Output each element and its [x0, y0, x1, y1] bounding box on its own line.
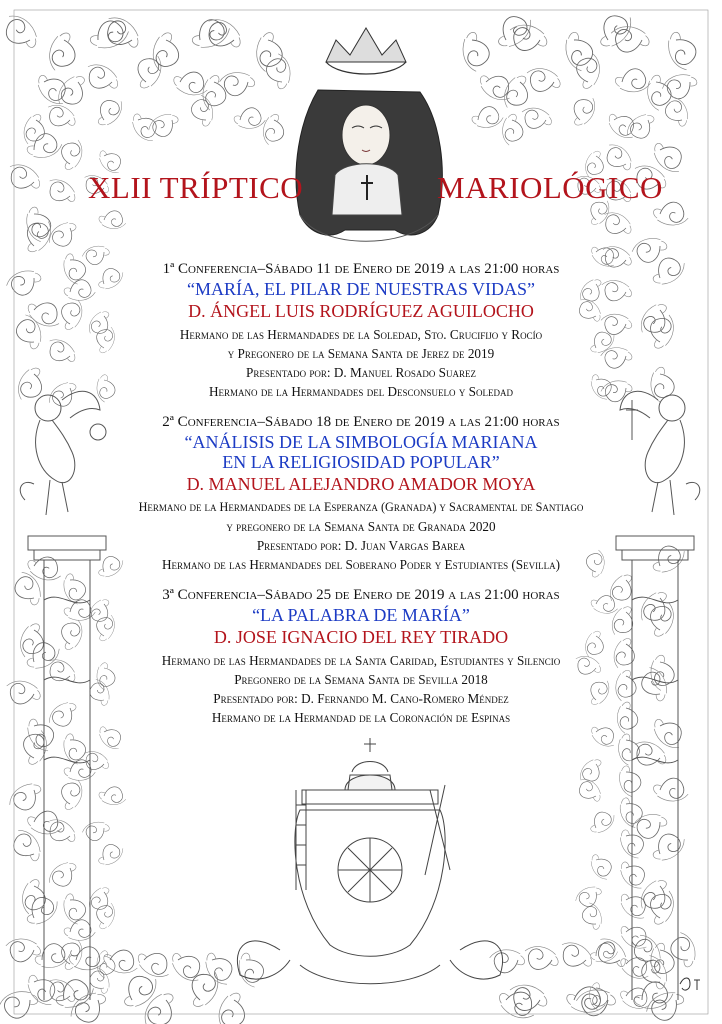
scroll-ornament — [613, 794, 648, 830]
scroll-ornament — [651, 891, 674, 924]
scroll-ornament — [592, 935, 632, 971]
conference-2 — [110, 413, 612, 574]
scroll-ornament — [62, 917, 96, 945]
scroll-ornament — [218, 67, 257, 99]
conference-heading: 1ª Conferencia–Sábado 11 de Enero de 2019 a las 21:00 horas — [162, 261, 560, 277]
scroll-ornament — [7, 680, 41, 704]
conference-1 — [110, 260, 612, 401]
scroll-ornament — [493, 9, 534, 54]
scroll-ornament — [10, 312, 48, 352]
scroll-ornament — [46, 697, 80, 733]
scroll-ornament — [27, 810, 62, 836]
scroll-ornament — [510, 25, 547, 50]
scroll-ornament — [46, 377, 80, 413]
scroll-ornament — [97, 903, 115, 929]
scroll-ornament — [95, 839, 125, 870]
conference-topic: “LA PALABRA DE MARÍA” — [252, 605, 470, 625]
scroll-ornament — [571, 95, 597, 128]
scroll-ornament — [613, 669, 637, 701]
scroll-ornament — [503, 74, 530, 110]
scroll-ornament — [136, 54, 162, 89]
scroll-ornament — [649, 539, 688, 579]
scroll-ornament — [45, 657, 79, 685]
scroll-ornament — [510, 985, 547, 1010]
scroll-ornament — [648, 715, 688, 751]
scroll-ornament — [62, 780, 82, 810]
scroll-ornament — [574, 776, 605, 804]
scroll-ornament — [578, 901, 608, 932]
scroll-ornament — [630, 807, 670, 843]
scroll-ornament — [262, 114, 285, 145]
scroll-ornament — [611, 605, 635, 637]
scroll-ornament — [522, 108, 552, 128]
scroll-ornament — [456, 29, 495, 73]
scroll-ornament — [608, 571, 636, 605]
scroll-ornament — [565, 984, 606, 1015]
conference-heading: 2ª Conferencia–Sábado 18 de Enero de 2019 a las 21:00 horas — [162, 414, 560, 430]
scroll-ornament — [525, 947, 558, 970]
scroll-ornament — [62, 757, 96, 785]
scroll-ornament — [199, 949, 239, 988]
scroll-ornament — [45, 103, 78, 129]
scroll-ornament — [0, 984, 41, 1024]
scroll-ornament — [651, 315, 674, 348]
scroll-ornament — [558, 940, 596, 970]
scroll-ornament — [635, 953, 674, 993]
scroll-ornament — [146, 107, 182, 142]
scroll-ornament — [87, 884, 113, 914]
scroll-ornament — [127, 110, 163, 144]
scroll-ornament — [45, 337, 79, 365]
scroll-ornament — [6, 777, 45, 817]
scroll-ornament — [613, 763, 646, 799]
scroll-ornament — [62, 277, 96, 305]
scroll-ornament — [527, 69, 560, 92]
scroll-ornament — [651, 603, 674, 636]
scroll-ornament — [93, 949, 119, 979]
scroll-ornament — [614, 638, 634, 668]
scroll-ornament — [8, 569, 48, 609]
scroll-ornament — [665, 930, 703, 970]
scroll-ornament — [649, 827, 688, 867]
scroll-ornament — [100, 14, 144, 52]
scroll-ornament — [103, 950, 137, 974]
scroll-ornament — [4, 263, 44, 301]
scroll-ornament — [643, 984, 688, 1024]
presenter: Presentado por: D. Fernando M. Cano-Romero Méndez — [213, 691, 509, 706]
scroll-ornament — [19, 204, 56, 244]
scroll-ornament — [615, 858, 651, 891]
scroll-ornament — [578, 755, 605, 786]
conference-topic: “ANÁLISIS DE LA SIMBOLOGÍA MARIANA — [184, 432, 538, 452]
speaker-bio: Hermano de la Hermandades de la Esperanza (Granada) y Sacramental de Santiago — [138, 500, 584, 514]
scroll-ornament — [62, 940, 82, 970]
scroll-ornament — [81, 817, 112, 845]
scroll-ornament — [7, 827, 47, 865]
virgin-mary-drawing — [296, 28, 442, 241]
scroll-ornament — [618, 955, 651, 980]
scroll-ornament — [617, 922, 651, 950]
scroll-ornament — [21, 624, 44, 657]
scroll-ornament — [628, 932, 668, 971]
scroll-ornament — [98, 209, 127, 231]
speaker-name: D. JOSE IGNACIO DEL REY TIRADO — [213, 627, 509, 647]
scroll-ornament — [497, 988, 538, 1019]
scroll-ornament — [232, 105, 266, 133]
title-left: XLII TRÍPTICO — [88, 170, 304, 205]
scroll-ornament — [62, 140, 82, 170]
speaker-bio: Pregonero de la Semana Santa de Sevilla 2018 — [234, 672, 488, 687]
scroll-ornament — [17, 366, 44, 402]
scroll-ornament — [135, 949, 172, 978]
scroll-ornament — [24, 128, 64, 164]
scroll-ornament — [142, 988, 179, 1024]
scroll-ornament — [613, 700, 641, 734]
scroll-ornament — [21, 971, 61, 1009]
scroll-ornament — [24, 114, 44, 144]
scroll-ornament — [645, 365, 678, 404]
scroll-ornament — [62, 620, 82, 650]
scroll-ornament — [588, 939, 619, 967]
speaker-bio: y pregonero de la Semana Santa de Granada 2020 — [226, 519, 496, 534]
conference-topic: EN LA RELIGIOSIDAD POPULAR” — [222, 452, 500, 472]
scroll-ornament — [188, 13, 233, 56]
scroll-ornament — [87, 308, 113, 338]
speaker-bio: Hermano de las Hermandades de la Santa Caridad, Estudiantes y Silencio — [161, 653, 561, 668]
scroll-ornament — [649, 251, 688, 291]
speaker-name: D. ÁNGEL LUIS RODRÍGUEZ AGUILOCHO — [188, 301, 534, 321]
cherub-right — [620, 391, 700, 515]
scroll-ornament — [62, 597, 96, 625]
scroll-ornament — [558, 29, 599, 74]
title-right: MARIOLÓGICO — [437, 170, 663, 205]
conference-topic: “MARÍA, EL PILAR DE NUESTRAS VIDAS” — [187, 279, 535, 299]
conference-program — [110, 260, 612, 739]
scroll-ornament — [601, 211, 635, 238]
scroll-ornament — [660, 94, 695, 130]
scroll-ornament — [470, 103, 505, 134]
scroll-ornament — [94, 95, 125, 130]
scroll-ornament — [32, 938, 72, 974]
presenter-bio: Hermano de la Hermandades del Desconsuelo y Soledad — [209, 384, 513, 399]
presenter: Presentado por: D. Juan Vargas Barea — [256, 538, 466, 553]
scroll-ornament — [82, 750, 111, 772]
scroll-ornament — [86, 15, 131, 57]
scroll-ornament — [45, 817, 79, 845]
scroll-ornament — [167, 949, 207, 984]
scroll-ornament — [635, 665, 674, 705]
scroll-ornament — [624, 109, 658, 145]
scroll-ornament — [252, 31, 286, 73]
scroll-ornament — [81, 241, 112, 269]
scroll-ornament — [46, 857, 80, 893]
scroll-ornament — [49, 33, 76, 71]
scroll-ornament — [62, 300, 82, 330]
speaker-bio: Hermano de las Hermandades de la Soledad, Sto. Crucifijo y Rocío — [179, 327, 543, 342]
coat-of-arms — [237, 738, 502, 984]
scroll-ornament — [98, 785, 127, 807]
scroll-ornament — [23, 218, 52, 255]
scroll-ornament — [630, 231, 670, 267]
scroll-ornament — [476, 71, 514, 102]
scroll-ornament — [150, 32, 180, 72]
scroll-ornament — [23, 636, 63, 676]
scroll-ornament — [620, 987, 650, 1008]
scroll-ornament — [219, 993, 244, 1024]
scroll-ornament — [652, 776, 689, 804]
presenter-bio: Hermano de las Hermandades del Soberano Poder y Estudiantes (Sevilla) — [161, 557, 561, 572]
scroll-ornament — [632, 740, 669, 768]
scroll-ornament — [613, 65, 651, 96]
scroll-ornament — [0, 12, 43, 52]
speaker-bio: y Pregonero de la Semana Santa de Jerez de 2019 — [227, 346, 495, 361]
cherub-left — [20, 391, 106, 515]
conference-3 — [110, 586, 612, 727]
scroll-ornament — [45, 177, 79, 205]
speaker-name: D. MANUEL ALEJANDRO AMADOR MOYA — [186, 474, 536, 494]
presenter: Presentado por: D. Manuel Rosado Suarez — [246, 365, 476, 380]
conference-heading: 3ª Conferencia–Sábado 25 de Enero de 2019 a las 21:00 horas — [162, 587, 560, 603]
artist-signature — [680, 978, 700, 990]
scroll-ornament — [173, 72, 207, 96]
scroll-ornament — [611, 24, 650, 53]
scroll-ornament — [6, 162, 44, 192]
scroll-ornament — [262, 52, 297, 92]
scroll-ornament — [20, 879, 47, 915]
scroll-ornament — [575, 53, 602, 89]
scroll-ornament — [585, 851, 616, 882]
scroll-ornament — [489, 945, 527, 975]
scroll-ornament — [231, 949, 269, 989]
scroll-ornament — [26, 300, 63, 328]
scroll-ornament — [188, 969, 219, 1010]
scroll-ornament — [32, 71, 72, 107]
scroll-ornament — [84, 62, 122, 92]
scroll-ornament — [187, 93, 219, 129]
scroll-ornament — [660, 28, 703, 73]
scroll-ornament — [587, 807, 617, 838]
scroll-ornament — [55, 71, 89, 110]
scroll-ornament — [46, 217, 80, 253]
presenter-bio: Hermano de la Hermandad de la Coronación de Espinas — [211, 710, 511, 725]
scroll-ornament — [5, 936, 42, 964]
